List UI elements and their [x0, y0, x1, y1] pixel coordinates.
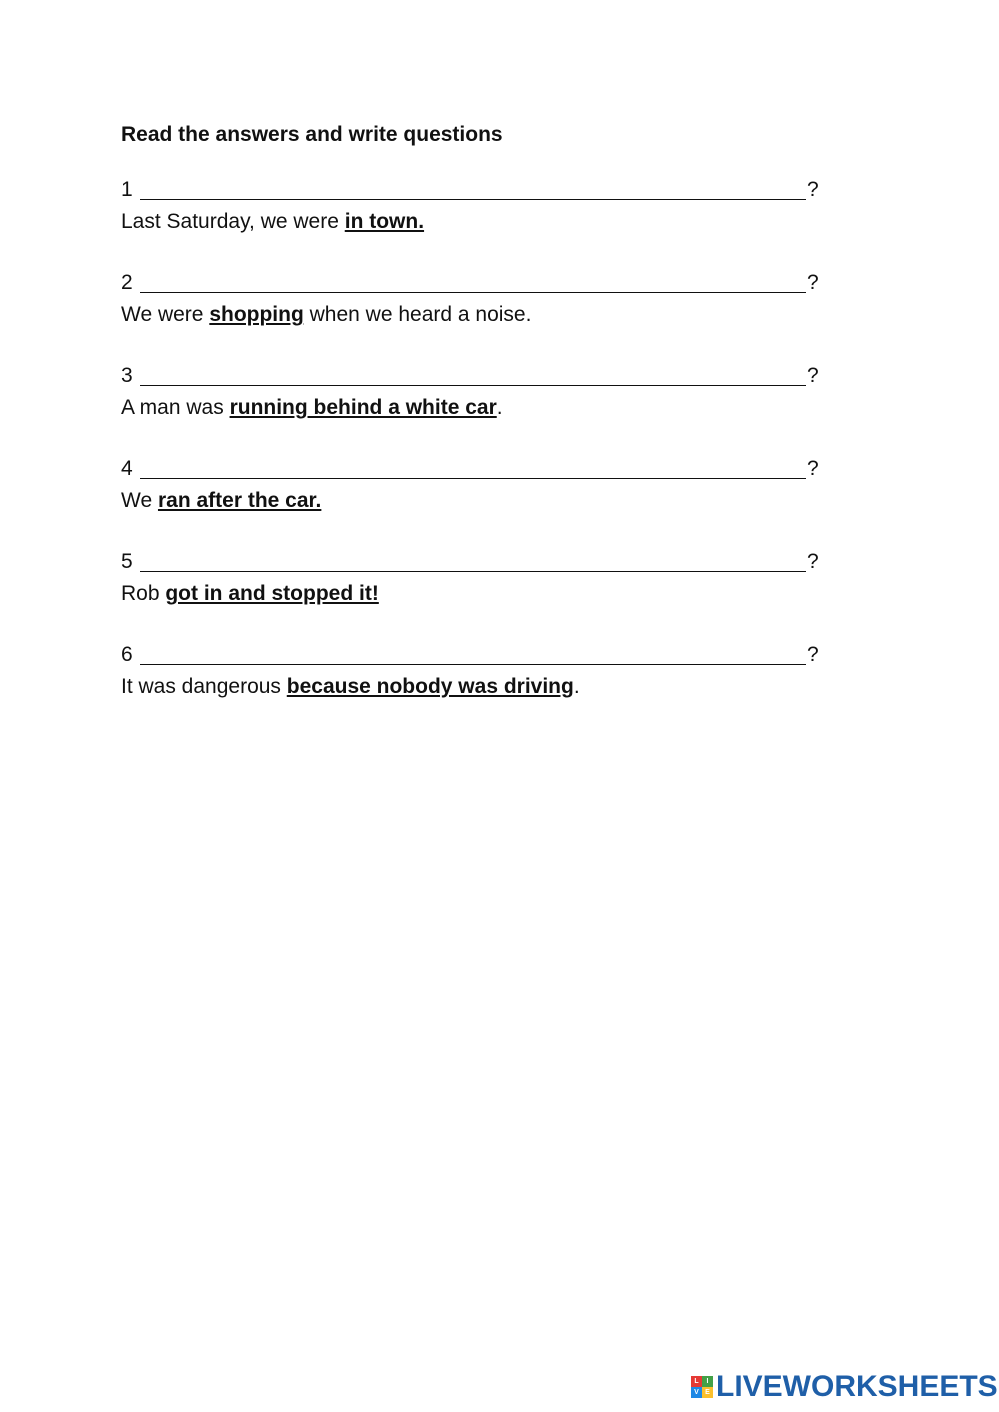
- logo-letter: I: [702, 1376, 713, 1387]
- answer-highlight: shopping: [209, 303, 304, 326]
- answer-highlight: in town.: [344, 210, 425, 233]
- question-number: 1: [121, 178, 133, 201]
- answer-highlight: running behind a white car: [229, 396, 497, 419]
- question-mark: ?: [807, 457, 819, 480]
- logo-text: LIVEWORKSHEETS: [716, 1370, 998, 1403]
- logo-icon: [691, 1376, 713, 1398]
- logo-letter: V: [691, 1387, 702, 1398]
- question-mark: ?: [807, 178, 819, 201]
- question-input-4[interactable]: [140, 478, 806, 479]
- question-mark: ?: [807, 364, 819, 387]
- question-mark: ?: [807, 643, 819, 666]
- logo-letter: L: [691, 1376, 702, 1387]
- question-number: 6: [121, 643, 133, 666]
- question-item-5: [121, 547, 821, 609]
- question-input-6[interactable]: [140, 664, 806, 665]
- question-item-4: [121, 454, 821, 516]
- answer-text: Rob got in and stopped it!: [121, 582, 379, 605]
- answer-highlight: got in and stopped it!: [165, 582, 379, 605]
- answer-text: It was dangerous because nobody was driving.: [121, 675, 580, 698]
- liveworksheets-logo: [691, 1370, 998, 1404]
- question-input-3[interactable]: [140, 385, 806, 386]
- question-number: 3: [121, 364, 133, 387]
- answer-highlight: ran after the car.: [157, 489, 322, 512]
- question-input-5[interactable]: [140, 571, 806, 572]
- logo-letter: E: [702, 1387, 713, 1398]
- answer-text: A man was running behind a white car.: [121, 396, 503, 419]
- question-number: 2: [121, 271, 133, 294]
- question-item-2: [121, 268, 821, 330]
- question-mark: ?: [807, 550, 819, 573]
- worksheet-title: Read the answers and write questions: [121, 123, 503, 146]
- question-mark: ?: [807, 271, 819, 294]
- answer-text: We were shopping when we heard a noise.: [121, 303, 532, 326]
- question-input-1[interactable]: [140, 199, 806, 200]
- answer-text: We ran after the car.: [121, 489, 322, 512]
- question-number: 4: [121, 457, 133, 480]
- question-item-1: [121, 175, 821, 237]
- question-item-3: [121, 361, 821, 423]
- question-number: 5: [121, 550, 133, 573]
- answer-highlight: because nobody was driving: [286, 675, 574, 698]
- question-item-6: [121, 640, 821, 702]
- answer-text: Last Saturday, we were in town.: [121, 210, 425, 233]
- question-input-2[interactable]: [140, 292, 806, 293]
